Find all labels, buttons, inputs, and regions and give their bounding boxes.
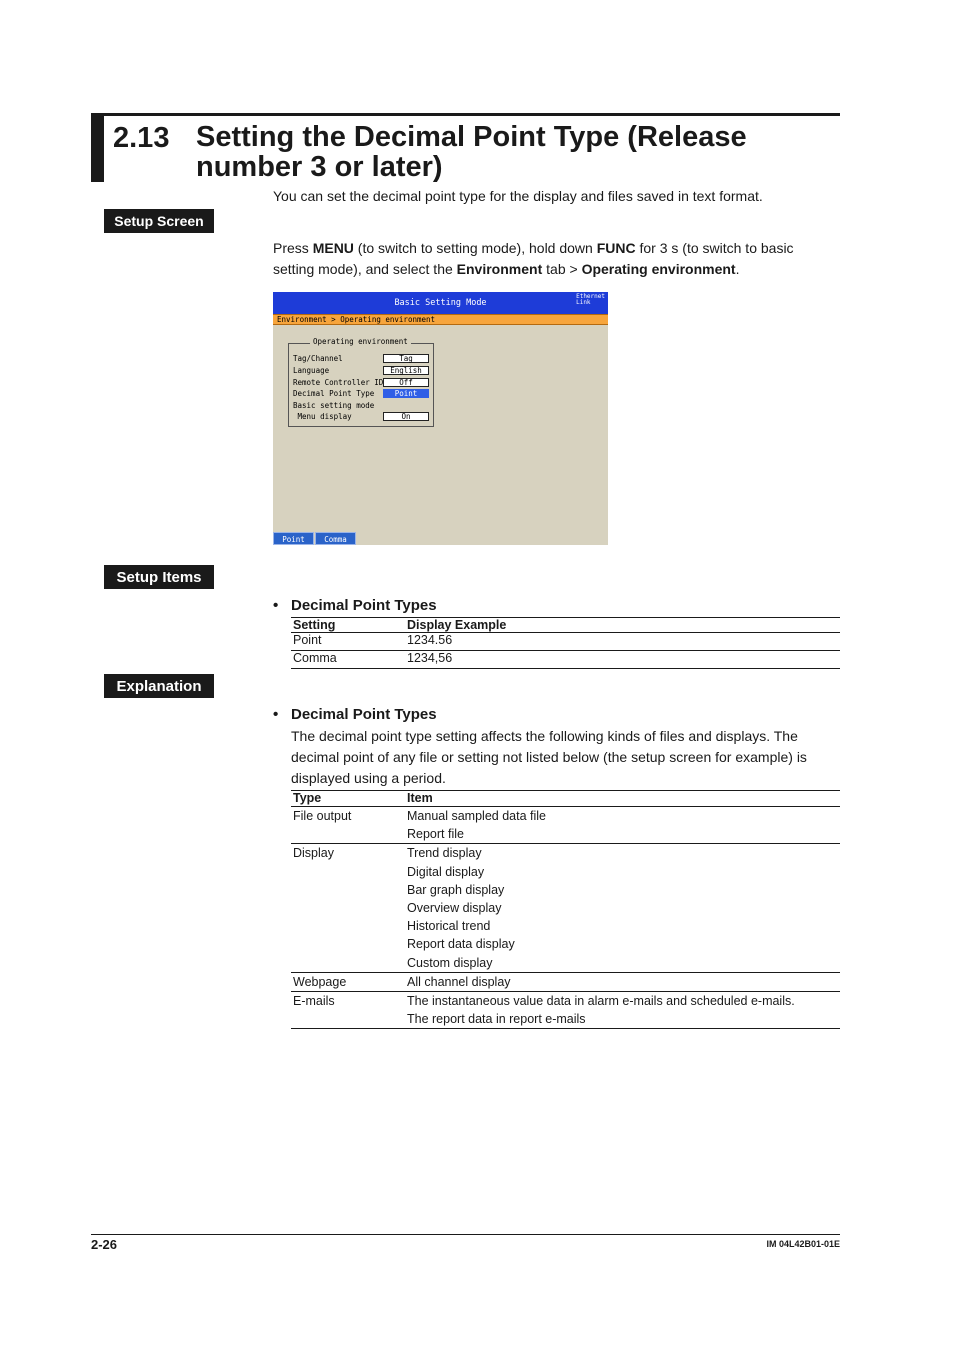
softkey-comma[interactable]: Comma [315, 532, 356, 545]
item-cell: The report data in report e-mails [405, 1010, 840, 1029]
intro-text: You can set the decimal point type for the display and files saved in text format. [273, 188, 763, 204]
setting-value-language[interactable]: English [383, 366, 429, 375]
explanation-tag: Explanation [104, 674, 214, 698]
setting-value-menu-display[interactable]: On [383, 412, 429, 421]
status-line-1: Ethernet [576, 293, 605, 300]
table-header: Type [291, 791, 405, 807]
status-line-2: Link [576, 299, 591, 306]
breadcrumb-text: Environment > Operating environment [277, 315, 436, 324]
table-row [291, 844, 840, 863]
table-cell: 1234,56 [405, 651, 840, 669]
table-cell: Comma [291, 651, 405, 669]
setting-label-remote-id: Remote Controller ID [293, 378, 384, 387]
screen-breadcrumb [273, 314, 608, 325]
table-header-row [291, 791, 840, 807]
table-row [291, 972, 840, 991]
title-accent-bar [91, 113, 104, 182]
table-header-row [291, 618, 840, 633]
setting-label-decimal-point: Decimal Point Type [293, 389, 375, 398]
affected-items-table [291, 790, 840, 1029]
screen-header [273, 292, 608, 314]
item-cell: Report data display [407, 937, 515, 952]
item-cell: Overview display [407, 901, 502, 916]
table-row [291, 954, 840, 973]
item-cell: Custom display [405, 954, 840, 973]
setting-label-basic-mode: Basic setting mode [293, 401, 375, 410]
decimal-point-table [291, 617, 840, 669]
section-title: Setting the Decimal Point Type (Release number 3 or later) [196, 121, 747, 183]
setting-label-menu-display: Menu display [293, 412, 352, 421]
screen-header-title: Basic Setting Mode [394, 298, 487, 308]
type-cell: E-mails [293, 994, 335, 1009]
type-cell: Display [293, 846, 334, 861]
setup-items-bullet: • [273, 597, 279, 614]
setup-items-tag: Setup Items [104, 565, 214, 589]
item-cell: Historical trend [407, 919, 491, 934]
table-cell: Point [291, 633, 405, 651]
explanation-bullet: • [273, 706, 279, 723]
table-row [291, 899, 840, 917]
table-row [291, 935, 840, 953]
setting-value-decimal-point[interactable]: Point [383, 389, 429, 398]
settings-box-title: Operating environment [310, 337, 411, 346]
device-screen [273, 292, 608, 545]
table-row [291, 992, 840, 1011]
title-rule [91, 113, 840, 116]
explanation-heading: Decimal Point Types [291, 706, 437, 723]
type-cell: File output [293, 809, 352, 823]
instruction-text: Press MENU (to switch to setting mode), hold down FUNC for 3 s (to switch to basic setting mode), and select the Environment tab > Operating environment. [273, 240, 794, 277]
setup-items-heading: Decimal Point Types [291, 597, 437, 614]
item-cell: The instantaneous value data in alarm e-mails and scheduled e-mails. [407, 994, 795, 1009]
table-row [291, 881, 840, 899]
table-header: Display Example [405, 618, 840, 633]
section-number: 2.13 [113, 122, 170, 154]
table-row [291, 633, 840, 651]
setting-value-remote-id[interactable]: Off [383, 378, 429, 387]
footer-rule [91, 1234, 840, 1235]
table-row [291, 863, 840, 881]
table-row [291, 1010, 840, 1029]
item-cell: Report file [405, 825, 840, 844]
table-row [291, 651, 840, 669]
item-cell: Digital display [407, 864, 485, 879]
type-cell: Webpage [291, 972, 405, 991]
setting-label-tag-channel: Tag/Channel [293, 354, 343, 363]
item-cell: Manual sampled data file [407, 809, 546, 823]
setting-value-tag-channel[interactable]: Tag [383, 354, 429, 363]
table-header: Setting [291, 618, 405, 633]
item-cell: All channel display [405, 972, 840, 991]
setup-screen-tag: Setup Screen [104, 209, 214, 233]
softkey-point[interactable]: Point [273, 532, 314, 545]
table-header: Item [405, 791, 840, 807]
table-cell: 1234.56 [405, 633, 840, 651]
status-indicator [576, 294, 605, 306]
table-row [291, 825, 840, 844]
item-cell: Bar graph display [407, 882, 505, 897]
table-row [291, 917, 840, 935]
page-number: 2-26 [91, 1237, 118, 1252]
setting-label-language: Language [293, 366, 330, 375]
document-id: IM 04L42B01-01E [766, 1239, 840, 1249]
table-row [291, 807, 840, 826]
item-cell: Trend display [407, 846, 482, 861]
explanation-paragraph: The decimal point type setting affects the following kinds of files and displays. The decimal point of any file or setting not listed below (the setup screen for example) is displayed using a period. [291, 728, 807, 786]
